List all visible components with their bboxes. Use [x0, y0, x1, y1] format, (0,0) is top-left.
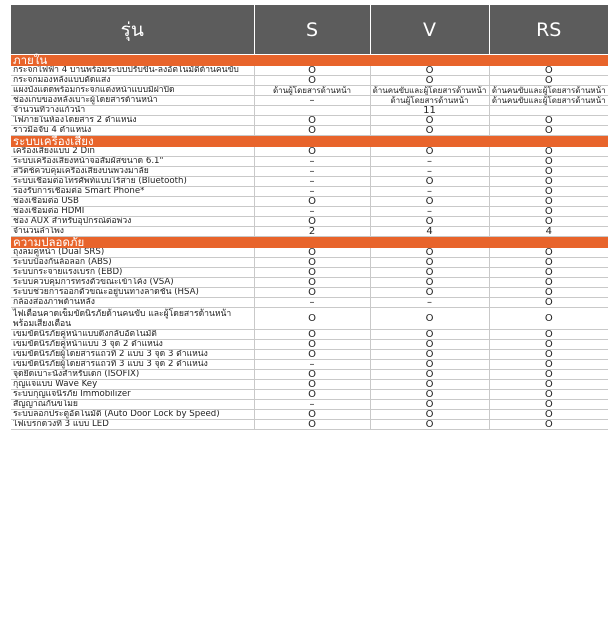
- value-rs: O: [489, 207, 608, 217]
- value-rs: O: [489, 410, 608, 420]
- value-rs: O: [489, 278, 608, 288]
- spec-row: [11, 278, 608, 288]
- value-v: O: [370, 258, 489, 268]
- value-rs: O: [489, 350, 608, 360]
- value-rs: ด้านคนขับและผู้โดยสารด้านหน้า: [489, 96, 608, 106]
- value-s: –: [254, 96, 370, 106]
- value-v: –: [370, 167, 489, 177]
- value-s: O: [254, 258, 370, 268]
- value-rs: O: [489, 288, 608, 298]
- value-v: O: [370, 177, 489, 187]
- value-v: O: [370, 197, 489, 207]
- spec-row: [11, 360, 608, 370]
- spec-row: [11, 268, 608, 278]
- spec-row: [11, 350, 608, 360]
- value-rs: O: [489, 197, 608, 207]
- value-rs: O: [489, 268, 608, 278]
- value-v: O: [370, 217, 489, 227]
- spec-row: [11, 370, 608, 380]
- feature-name: ไฟภายในห้องโดยสาร 2 ตำแหน่ง: [11, 116, 254, 126]
- value-v: ด้านคนขับและผู้โดยสารด้านหน้า: [370, 86, 489, 96]
- spec-row: [11, 177, 608, 187]
- value-rs: O: [489, 308, 608, 330]
- spec-row: [11, 330, 608, 340]
- value-rs: O: [489, 400, 608, 410]
- feature-name: ระบบควบคุมการทรงตัวขณะเข้าโค้ง (VSA): [11, 278, 254, 288]
- spec-row: [11, 96, 608, 106]
- value-rs: O: [489, 116, 608, 126]
- feature-name: ช่องเชื่อมต่อ USB: [11, 197, 254, 207]
- value-s: O: [254, 330, 370, 340]
- value-s: –: [254, 207, 370, 217]
- value-v: –: [370, 187, 489, 197]
- value-s: O: [254, 76, 370, 86]
- value-s: O: [254, 147, 370, 157]
- spec-row: [11, 227, 608, 237]
- section-title: ภายใน: [11, 55, 608, 67]
- value-s: O: [254, 370, 370, 380]
- spec-row: [11, 217, 608, 227]
- feature-name: ไฟเบรกดวงที่ 3 แบบ LED: [11, 420, 254, 430]
- spec-row: [11, 390, 608, 400]
- section-title: ความปลอดภัย: [11, 237, 608, 249]
- value-s: O: [254, 380, 370, 390]
- feature-name: เข็มขัดนิรภัยคู่หน้าแบบ 3 จุด 2 ตำแหน่ง: [11, 340, 254, 350]
- value-s: –: [254, 298, 370, 308]
- value-v: O: [370, 370, 489, 380]
- value-rs: O: [489, 298, 608, 308]
- spec-row: [11, 248, 608, 258]
- feature-name: ระบบช่วยการออกตัวขณะอยู่บนทางลาดชัน (HSA): [11, 288, 254, 298]
- value-s: –: [254, 187, 370, 197]
- value-v: O: [370, 360, 489, 370]
- value-s: [254, 106, 370, 116]
- value-s: ด้านผู้โดยสารด้านหน้า: [254, 86, 370, 96]
- value-s: O: [254, 410, 370, 420]
- value-v: O: [370, 390, 489, 400]
- section-header: [11, 136, 608, 148]
- spec-row: [11, 207, 608, 217]
- value-v: –: [370, 157, 489, 167]
- spec-row: [11, 308, 608, 330]
- spec-row: [11, 288, 608, 298]
- spec-row: [11, 187, 608, 197]
- section-title: ระบบเครื่องเสียง: [11, 136, 608, 148]
- feature-name: เข็มขัดนิรภัยคู่หน้าแบบดึงกลับอัตโนมัติ: [11, 330, 254, 340]
- value-s: O: [254, 390, 370, 400]
- spec-row: [11, 106, 608, 116]
- value-s: –: [254, 177, 370, 187]
- feature-name: จำนวนที่วางแก้วน้ำ: [11, 106, 254, 116]
- value-v: O: [370, 126, 489, 136]
- value-v: O: [370, 268, 489, 278]
- feature-name: เข็มขัดนิรภัยผู้โดยสารแถวที่ 3 แบบ 3 จุด 2 ตำแหน่ง: [11, 360, 254, 370]
- spec-row: [11, 116, 608, 126]
- value-v: –: [370, 298, 489, 308]
- value-rs: O: [489, 217, 608, 227]
- value-s: O: [254, 268, 370, 278]
- spec-table: [11, 5, 608, 430]
- feature-name: ถุงลมคู่หน้า (Dual SRS): [11, 248, 254, 258]
- value-v: O: [370, 288, 489, 298]
- spec-row: [11, 76, 608, 86]
- value-s: O: [254, 248, 370, 258]
- value-s: O: [254, 197, 370, 207]
- value-s: 2: [254, 227, 370, 237]
- feature-name: กระจกมองหลังแบบตัดแสง: [11, 76, 254, 86]
- value-v: O: [370, 340, 489, 350]
- value-v: O: [370, 330, 489, 340]
- value-s: O: [254, 126, 370, 136]
- value-rs: O: [489, 420, 608, 430]
- feature-name: ช่องเชื่อมต่อ HDMI: [11, 207, 254, 217]
- value-rs: O: [489, 370, 608, 380]
- model-s-header: S: [254, 5, 370, 55]
- feature-name: แผงบังแดดพร้อมกระจกแต่งหน้าแบบมีฝาปิด: [11, 86, 254, 96]
- value-s: O: [254, 278, 370, 288]
- feature-name: ช่องเก็บของหลังเบาะผู้โดยสารด้านหน้า: [11, 96, 254, 106]
- value-v: 11: [370, 106, 489, 116]
- value-rs: O: [489, 380, 608, 390]
- spec-row: [11, 126, 608, 136]
- spec-row: [11, 66, 608, 76]
- value-rs: O: [489, 126, 608, 136]
- value-v: O: [370, 76, 489, 86]
- value-rs: O: [489, 147, 608, 157]
- feature-name: ราวมือจับ 4 ตำแหน่ง: [11, 126, 254, 136]
- value-v: O: [370, 420, 489, 430]
- spec-row: [11, 400, 608, 410]
- value-rs: O: [489, 248, 608, 258]
- model-column-header: รุ่น: [11, 5, 254, 55]
- value-rs: O: [489, 157, 608, 167]
- feature-name: เครื่องเสียงแบบ 2 Din: [11, 147, 254, 157]
- feature-name: ระบบล็อกประตูอัตโนมัติ (Auto Door Lock by Speed): [11, 410, 254, 420]
- value-rs: O: [489, 66, 608, 76]
- feature-name: เข็มขัดนิรภัยผู้โดยสารแถวที่ 2 แบบ 3 จุด 3 ตำแหน่ง: [11, 350, 254, 360]
- value-v: O: [370, 116, 489, 126]
- value-s: –: [254, 400, 370, 410]
- value-s: –: [254, 157, 370, 167]
- feature-name: จำนวนลำโพง: [11, 227, 254, 237]
- spec-row: [11, 380, 608, 390]
- spec-row: [11, 420, 608, 430]
- value-rs: [489, 106, 608, 116]
- value-rs: O: [489, 76, 608, 86]
- value-v: O: [370, 380, 489, 390]
- feature-name: ไฟเตือนคาดเข็มขัดนิรภัยด้านคนขับ และผู้โดยสารด้านหน้าพร้อมเสียงเตือน: [11, 308, 254, 330]
- value-rs: O: [489, 340, 608, 350]
- feature-name: กระจกไฟฟ้า 4 บานพร้อมระบบปรับขึ้น-ลงอัตโนมัติด้านคนขับ: [11, 66, 254, 76]
- value-rs: ด้านคนขับและผู้โดยสารด้านหน้า: [489, 86, 608, 96]
- value-s: O: [254, 288, 370, 298]
- feature-name: กล้องส่องภาพด้านหลัง: [11, 298, 254, 308]
- spec-row: [11, 410, 608, 420]
- value-rs: O: [489, 187, 608, 197]
- value-s: O: [254, 340, 370, 350]
- header-row: [11, 5, 608, 55]
- model-v-header: V: [370, 5, 489, 55]
- feature-name: รองรับการเชื่อมต่อ Smart Phone*: [11, 187, 254, 197]
- value-v: O: [370, 278, 489, 288]
- spec-table-body: [11, 55, 608, 430]
- spec-row: [11, 167, 608, 177]
- feature-name: ระบบเครื่องเสียงหน้าจอสัมผัสขนาด 6.1": [11, 157, 254, 167]
- spec-row: [11, 197, 608, 207]
- value-v: O: [370, 147, 489, 157]
- model-rs-header: RS: [489, 5, 608, 55]
- value-v: O: [370, 308, 489, 330]
- value-v: O: [370, 400, 489, 410]
- spec-row: [11, 147, 608, 157]
- value-s: O: [254, 116, 370, 126]
- feature-name: ระบบกระจายแรงเบรก (EBD): [11, 268, 254, 278]
- spec-row: [11, 340, 608, 350]
- spec-row: [11, 258, 608, 268]
- value-rs: O: [489, 167, 608, 177]
- value-v: O: [370, 248, 489, 258]
- value-v: O: [370, 350, 489, 360]
- value-rs: O: [489, 258, 608, 268]
- value-v: –: [370, 207, 489, 217]
- value-rs: 4: [489, 227, 608, 237]
- spec-row: [11, 298, 608, 308]
- feature-name: กุญแจแบบ Wave Key: [11, 380, 254, 390]
- value-s: O: [254, 420, 370, 430]
- spec-row: [11, 86, 608, 96]
- value-rs: O: [489, 330, 608, 340]
- value-s: O: [254, 350, 370, 360]
- value-v: 4: [370, 227, 489, 237]
- value-rs: O: [489, 177, 608, 187]
- value-rs: O: [489, 360, 608, 370]
- value-s: –: [254, 360, 370, 370]
- feature-name: ระบบป้องกันล้อล็อก (ABS): [11, 258, 254, 268]
- value-s: O: [254, 217, 370, 227]
- value-s: O: [254, 308, 370, 330]
- feature-name: ระบบเชื่อมต่อโทรศัพท์แบบไร้สาย (Bluetooth): [11, 177, 254, 187]
- feature-name: ช่อง AUX สำหรับอุปกรณ์ต่อพ่วง: [11, 217, 254, 227]
- value-s: O: [254, 66, 370, 76]
- feature-name: สวิตช์ควบคุมเครื่องเสียงบนพวงมาลัย: [11, 167, 254, 177]
- feature-name: ระบบกุญแจนิรภัย Immobilizer: [11, 390, 254, 400]
- feature-name: จุดยึดเบาะนั่งสำหรับเด็ก (ISOFIX): [11, 370, 254, 380]
- spec-row: [11, 157, 608, 167]
- section-header: [11, 237, 608, 249]
- value-rs: O: [489, 390, 608, 400]
- value-v: O: [370, 66, 489, 76]
- section-header: [11, 55, 608, 67]
- value-v: ด้านผู้โดยสารด้านหน้า: [370, 96, 489, 106]
- feature-name: สัญญาณกันขโมย: [11, 400, 254, 410]
- value-v: O: [370, 410, 489, 420]
- value-s: –: [254, 167, 370, 177]
